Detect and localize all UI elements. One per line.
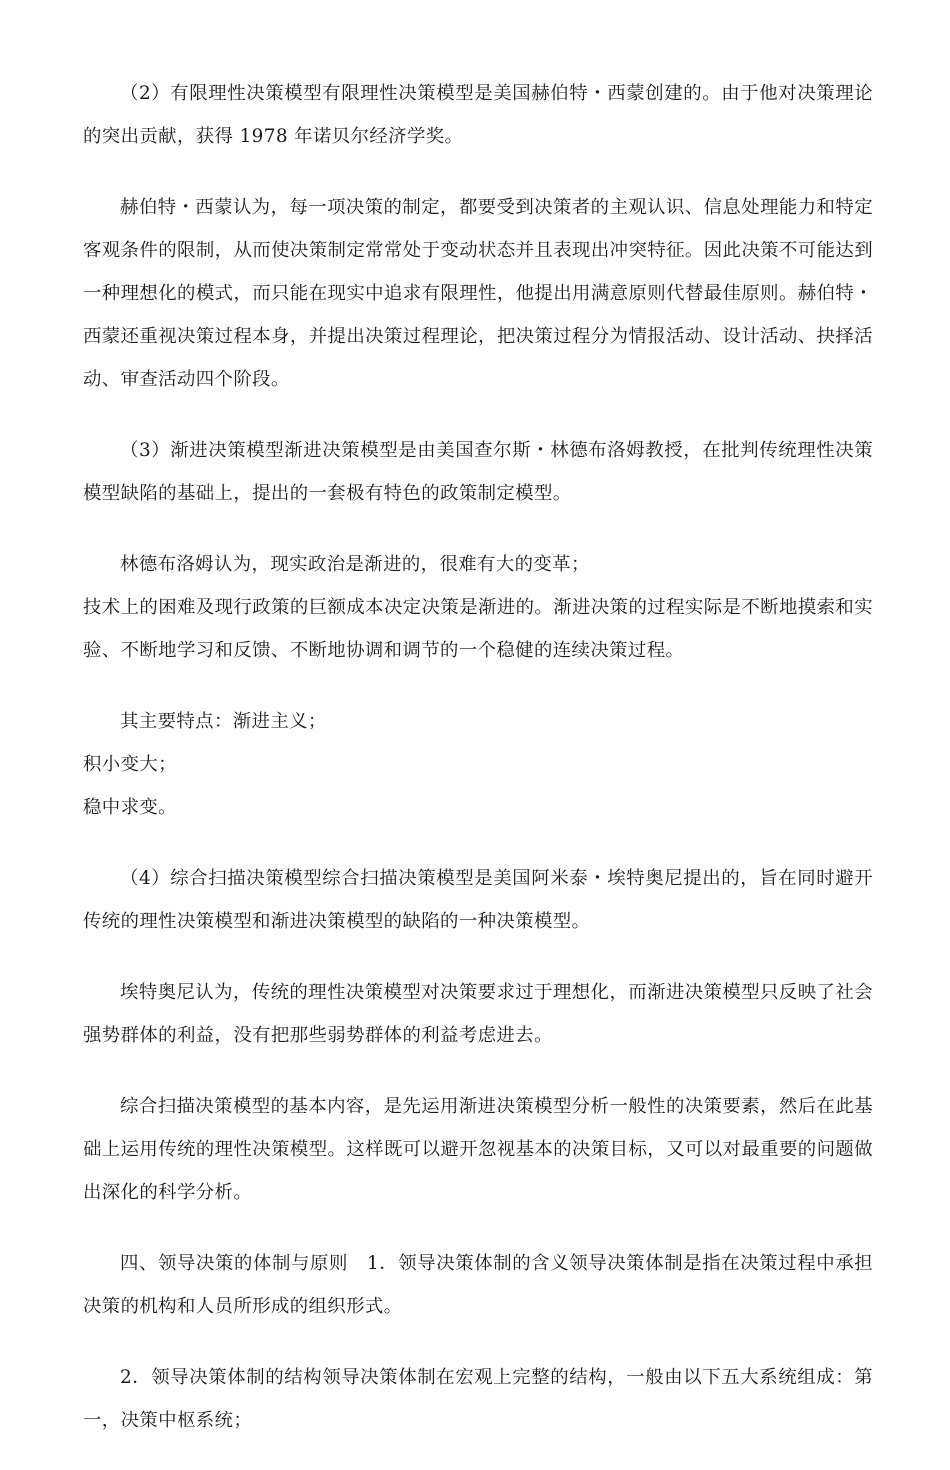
paragraph-section-four: 四、领导决策的体制与原则 1．领导决策体制的含义领导决策体制是指在决策过程中承担决策的机构和人员所形成的组织形式。 [83, 1253, 873, 1317]
paragraph-system-structure: 2．领导决策体制的结构领导决策体制在宏观上完整的结构，一般由以下五大系统组成：第一，决策中枢系统； [83, 1367, 873, 1431]
paragraph-technical-difficulty: 技术上的困难及现行政策的巨额成本决定决策是渐进的。渐进决策的过程实际是不断地摸索和实验、不断地学习和反馈、不断地协调和调节的一个稳健的连续决策过程。 [83, 597, 873, 661]
feature-accumulate-small: 积小变大； [83, 754, 177, 775]
feature-seek-change-in-stability: 稳中求变。 [83, 797, 177, 818]
paragraph-incremental-model: （3）渐进决策模型渐进决策模型是由美国查尔斯・林德布洛姆教授，在批判传统理性决策模型缺陷的基础上，提出的一套极有特色的政策制定模型。 [83, 440, 873, 504]
paragraph-etzioni-view: 埃特奥尼认为，传统的理性决策模型对决策要求过于理想化，而渐进决策模型只反映了社会强势群体的利益，没有把那些弱势群体的利益考虑进去。 [83, 982, 873, 1046]
paragraph-mixed-scanning-model: （4）综合扫描决策模型综合扫描决策模型是美国阿米泰・埃特奥尼提出的，旨在同时避开传统的理性决策模型和渐进决策模型的缺陷的一种决策模型。 [83, 868, 873, 932]
paragraph-main-features: 其主要特点：渐进主义； [120, 711, 327, 732]
paragraph-bounded-rationality-model: （2）有限理性决策模型有限理性决策模型是美国赫伯特・西蒙创建的。由于他对决策理论的突出贡献，获得 1978 年诺贝尔经济学奖。 [83, 83, 873, 147]
document-page [83, 72, 873, 1470]
paragraph-lindblom-view: 林德布洛姆认为，现实政治是渐进的，很难有大的变革； [120, 554, 590, 575]
paragraph-mixed-scanning-content: 综合扫描决策模型的基本内容，是先运用渐进决策模型分析一般性的决策要素，然后在此基础上运用传统的理性决策模型。这样既可以避开忽视基本的决策目标，又可以对最重要的问题做出深化的科学分析。 [83, 1096, 873, 1203]
paragraph-simon-view: 赫伯特・西蒙认为，每一项决策的制定，都要受到决策者的主观认识、信息处理能力和特定客观条件的限制，从而使决策制定常常处于变动状态并且表现出冲突特征。因此决策不可能达到一种理想化的模式，而只能在现实中追求有限理性，他提出用满意原则代替最佳原则。赫伯特・西蒙还重视决策过程本身，并提出决策过程理论，把决策过程分为情报活动、设计活动、抉择活动、审查活动四个阶段。 [83, 197, 873, 390]
